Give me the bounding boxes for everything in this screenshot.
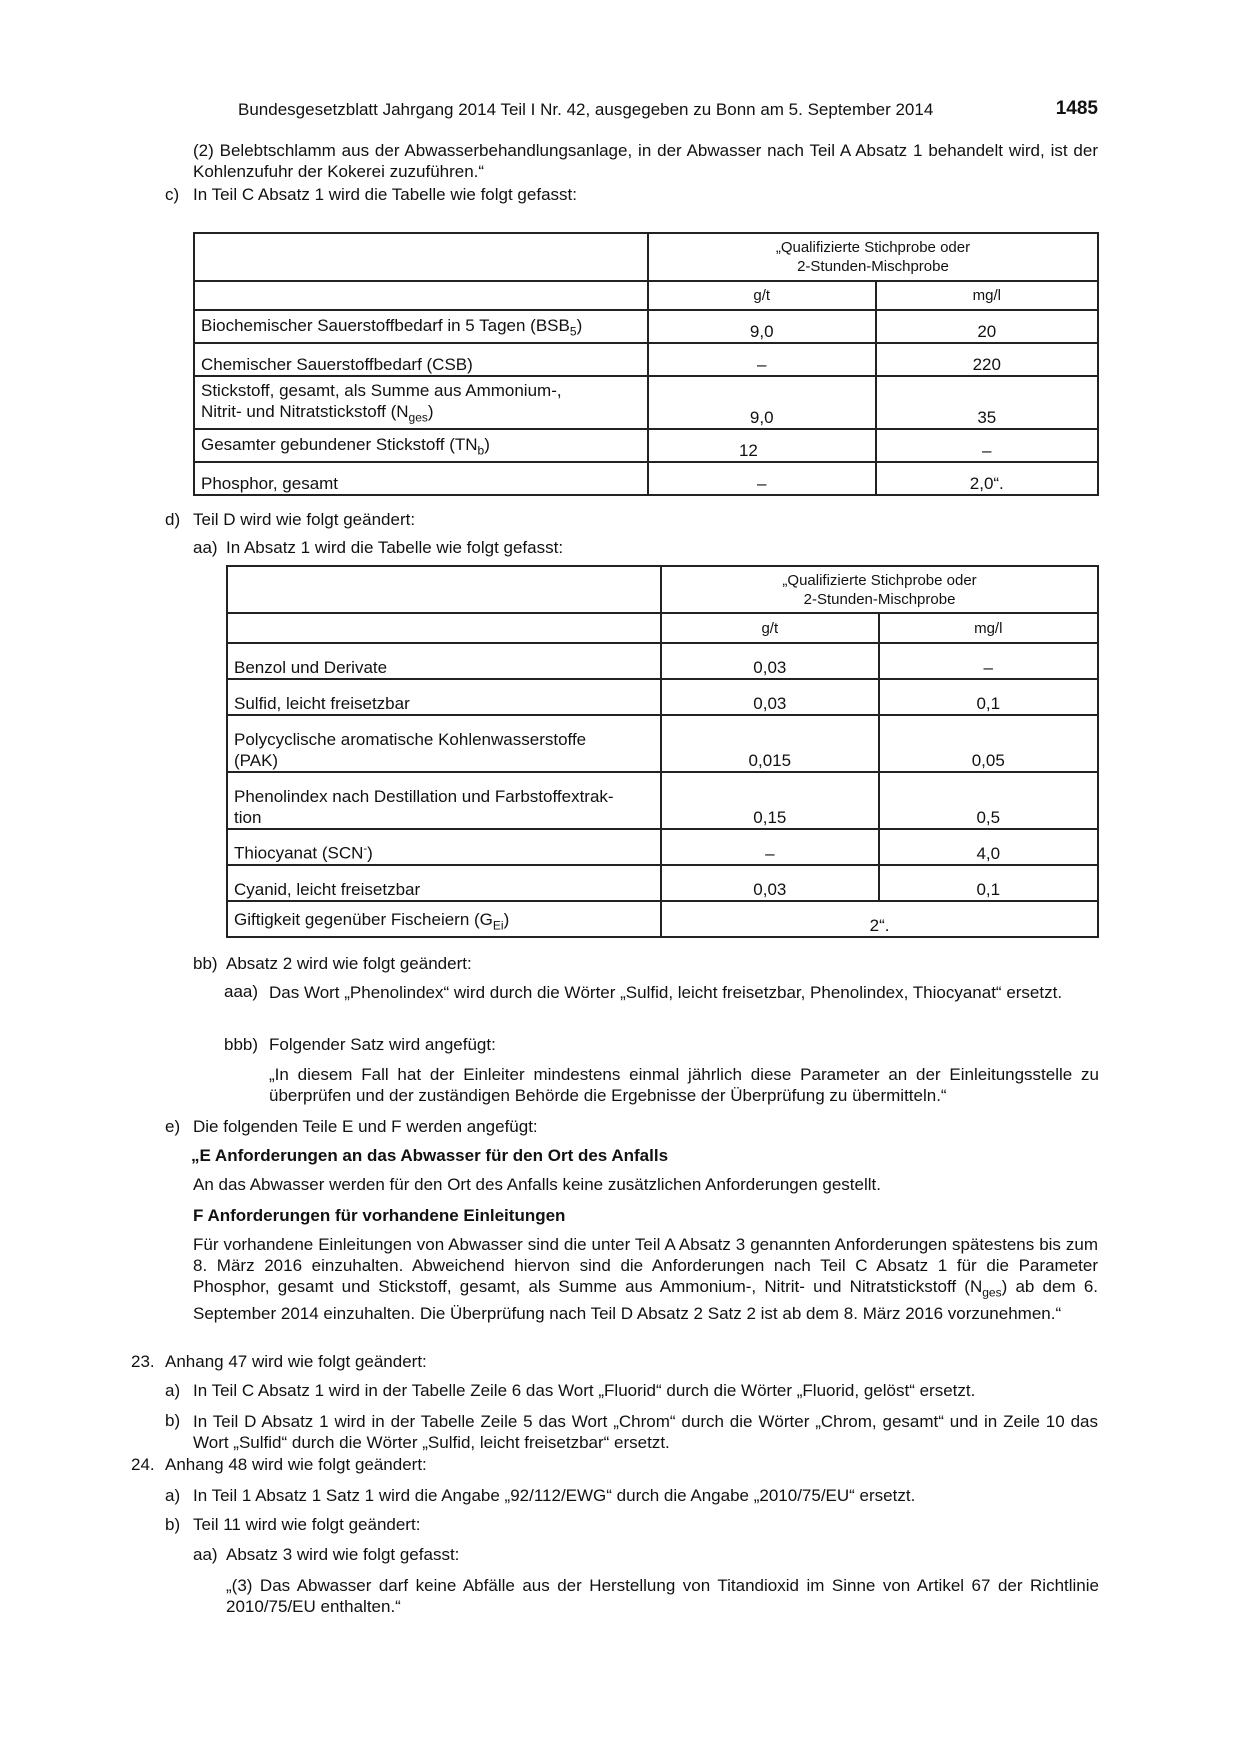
item-23a-text: In Teil C Absatz 1 wird in der Tabelle Zeile 6 das Wort „Fluorid“ durch die Wörter „Fluorid, gelöst“ ersetzt. xyxy=(193,1381,976,1400)
item-24b-aa-label: aa) xyxy=(193,1545,218,1564)
item-c-text: In Teil C Absatz 1 wird die Tabelle wie folgt gefasst: xyxy=(193,185,577,204)
table-cell-gt: 9,0 xyxy=(648,376,876,429)
table-cell-mgl: 4,0 xyxy=(879,829,1098,865)
quote-24: „(3) Das Abwasser darf keine Abfälle aus der Herstellung von Titandioxid im Sinne von Artikel 67 der Richtlinie 2010/75/EU enthalten.“ xyxy=(226,1576,1099,1616)
item-c-label: c) xyxy=(165,185,180,204)
table-cell-name: Stickstoff, gesamt, als Summe aus Ammonium-, Nitrit- und Nitratstickstoff $(N_{ges})$ xyxy=(194,376,648,429)
table-cell-mgl: 2,0“. xyxy=(876,462,1098,495)
table-d-col-gt: g/t xyxy=(661,613,878,643)
table-c-col-gt: g/t xyxy=(648,281,876,310)
table-cell-mgl: 35 xyxy=(876,376,1098,429)
item-24-text: Anhang 48 wird wie folgt geändert: xyxy=(165,1455,427,1474)
quote-bbb: „In diesem Fall hat der Einleiter mindestens einmal jährlich diese Parameter an der Einleitungsstelle zu überprüfen und der zuständigen Behörde die Ergebnisse der Überprüfung zu übermitteln.“ xyxy=(269,1065,1099,1105)
item-d-bb-text: Absatz 2 wird wie folgt geändert: xyxy=(226,954,472,973)
table-row xyxy=(227,679,1098,715)
item-24b-text: Teil 11 wird wie folgt geändert: xyxy=(193,1515,421,1534)
table-cell-mgl: 0,1 xyxy=(879,865,1098,901)
item-e-text: Die folgenden Teile E und F werden angefügt: xyxy=(193,1117,538,1136)
table-cell-gt: 0,015 xyxy=(661,715,878,772)
item-24a-text: In Teil 1 Absatz 1 Satz 1 wird die Angabe „92/112/EWG“ durch die Angabe „2010/75/EU“ ersetzt. xyxy=(193,1486,916,1505)
section-f-text: Für vorhandene Einleitungen von Abwasser sind die unter Teil A Absatz 3 genannten Anforderungen spätestens bis zum 8. März 2016 einzuhalten. Abweichend hiervon sind die Anforderungen nach Teil C Absatz 1 für die Parameter Phosphor, gesamt und Stickstoff, gesamt, als Summe aus Ammonium-, Nitrit- und Nitratstickstoff $(N_{ges})$ ab dem 6. September 2014 einzuhalten. Die Überprüfung nach Teil D Absatz 2 Satz 2 ist ab dem 8. März 2016 vorzunehmen.“ xyxy=(193,1235,1098,1324)
table-cell-gt: 0,03 xyxy=(661,865,878,901)
page-number: 1485 xyxy=(1055,98,1098,119)
table-cell-name: Polycyclische aromatische Kohlenwasserstoffe (PAK) xyxy=(227,715,661,772)
section-e-heading: „E Anforderungen an das Abwasser für den Ort des Anfalls xyxy=(191,1146,669,1165)
section-e-text: An das Abwasser werden für den Ort des Anfalls keine zusätzlichen Anforderungen gestellt. xyxy=(193,1175,881,1194)
item-23b-text: In Teil D Absatz 1 wird in der Tabelle Zeile 5 das Wort „Chrom“ durch die Wörter „Chrom, gesamt“ und in Zeile 10 das Wort „Sulfid“ durch die Wörter „Sulfid, leicht freisetzbar“ ersetzt. xyxy=(193,1412,1098,1452)
item-e-label: e) xyxy=(165,1117,181,1136)
table-cell-mgl: 0,5 xyxy=(879,772,1098,829)
table-cell-name: Sulfid, leicht freisetzbar xyxy=(227,679,661,715)
item-d-bb-label: bb) xyxy=(193,954,218,973)
table-cell-gt: 0,03 xyxy=(661,643,878,679)
table-d-group-header: „Qualifizierte Stichprobe oder 2-Stunden-Mischprobe xyxy=(661,566,1098,613)
table-cell-gt: 0,03 xyxy=(661,679,878,715)
item-bbb-text: Folgender Satz wird angefügt: xyxy=(269,1035,496,1054)
item-24b-label: b) xyxy=(165,1515,181,1534)
running-header xyxy=(238,100,1098,120)
table-cell-mgl: 220 xyxy=(876,343,1098,376)
table-row xyxy=(227,865,1098,901)
item-24a-label: a) xyxy=(165,1486,181,1505)
table-row xyxy=(194,376,1098,429)
table-cell-mgl: – xyxy=(879,643,1098,679)
item-23-text: Anhang 47 wird wie folgt geändert: xyxy=(165,1352,427,1371)
table-row xyxy=(227,643,1098,679)
table-d-corner xyxy=(227,566,661,613)
item-d-text: Teil D wird wie folgt geändert: xyxy=(193,510,416,529)
item-bbb-label: bbb) xyxy=(224,1035,259,1054)
table-cell-gt: 9,0 xyxy=(648,310,876,343)
table-cell-name: Biochemischer Sauerstoffbedarf in 5 Tagen $(BSB_5)$ xyxy=(194,310,648,343)
item-d-label: d) xyxy=(165,510,181,529)
running-title: Bundesgesetzblatt Jahrgang 2014 Teil I Nr. 42, ausgegeben zu Bonn am 5. September 2014 xyxy=(238,100,934,119)
table-cell-name: Thiocyanat (SCN-) xyxy=(227,829,661,865)
table-cell-gt: – xyxy=(661,829,878,865)
table-c-group-header: „Qualifizierte Stichprobe oder 2-Stunden-Mischprobe xyxy=(648,233,1098,281)
item-23a-label: a) xyxy=(165,1381,181,1400)
table-cell-name: Giftigkeit gegenüber Fischeiern $(G_{Ei})$ xyxy=(227,901,661,937)
table-cell-name: Chemischer Sauerstoffbedarf (CSB) xyxy=(194,343,648,376)
item-24-label: 24. xyxy=(131,1455,155,1474)
table-cell-mgl: 20 xyxy=(876,310,1098,343)
table-cell-merged: 2“. xyxy=(661,901,1098,937)
table-cell-gt: 12 xyxy=(648,429,876,462)
table-cell-gt: – xyxy=(648,343,876,376)
item-aaa-label: aaa) xyxy=(224,982,259,1001)
table-row xyxy=(194,310,1098,343)
paragraph-2: (2) Belebtschlamm aus der Abwasserbehandlungsanlage, in der Abwasser nach Teil A Absatz 1 behandelt wird, ist der Kohlenzufuhr der Kokerei zuzuführen.“ xyxy=(193,141,1098,181)
table-cell-gt: – xyxy=(648,462,876,495)
table-cell-name: Gesamter gebundener Stickstoff $(TN_b)$ xyxy=(194,429,648,462)
item-23-label: 23. xyxy=(131,1352,155,1371)
table-c-col-mgl: mg/l xyxy=(876,281,1098,310)
table-d xyxy=(226,565,1099,938)
table-cell-mgl: – xyxy=(876,429,1098,462)
item-d-aa-label: aa) xyxy=(193,538,218,557)
table-row xyxy=(227,901,1098,937)
item-24b-aa-text: Absatz 3 wird wie folgt gefasst: xyxy=(226,1545,460,1564)
table-c xyxy=(193,232,1099,496)
table-row xyxy=(227,772,1098,829)
item-d-aa-text: In Absatz 1 wird die Tabelle wie folgt gefasst: xyxy=(226,538,564,557)
item-aaa-text: Das Wort „Phenolindex“ wird durch die Wörter „Sulfid, leicht freisetzbar, Phenolindex, Thiocyanat“ ersetzt. xyxy=(269,983,1063,1002)
table-cell-name: Benzol und Derivate xyxy=(227,643,661,679)
table-cell-name: Cyanid, leicht freisetzbar xyxy=(227,865,661,901)
table-row xyxy=(227,715,1098,772)
table-row xyxy=(194,462,1098,495)
table-cell-mgl: 0,1 xyxy=(879,679,1098,715)
section-f-heading: F Anforderungen für vorhandene Einleitungen xyxy=(193,1206,566,1225)
table-cell-name: Phosphor, gesamt xyxy=(194,462,648,495)
table-cell-mgl: 0,05 xyxy=(879,715,1098,772)
table-d-col-mgl: mg/l xyxy=(879,613,1098,643)
table-row xyxy=(194,343,1098,376)
table-row xyxy=(194,429,1098,462)
table-cell-gt: 0,15 xyxy=(661,772,878,829)
table-row xyxy=(227,829,1098,865)
table-cell-name: Phenolindex nach Destillation und Farbstoffextrak- tion xyxy=(227,772,661,829)
table-c-corner xyxy=(194,233,648,281)
item-23b-label: b) xyxy=(165,1411,181,1430)
